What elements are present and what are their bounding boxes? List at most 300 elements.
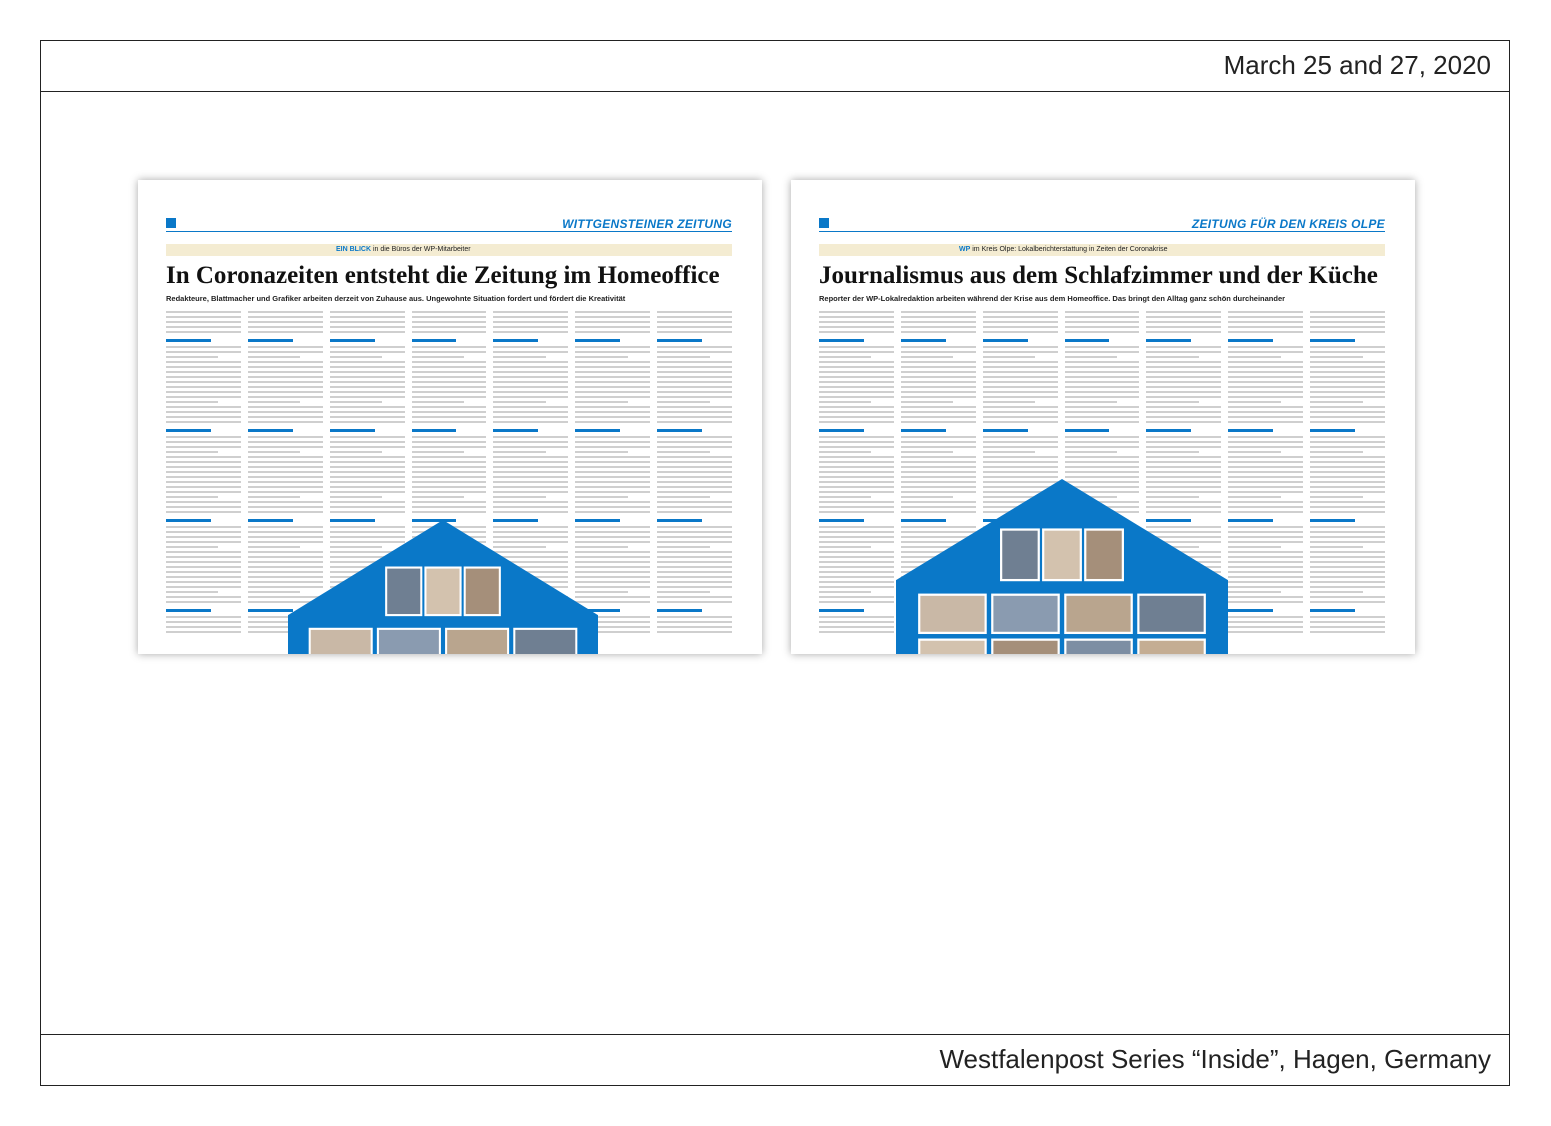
- text-line: [1310, 446, 1385, 448]
- text-line: [901, 421, 976, 423]
- text-line: [166, 346, 241, 348]
- text-line: [248, 446, 323, 448]
- text-line: [657, 506, 732, 508]
- text-line: [412, 351, 487, 353]
- text-line: [248, 406, 323, 408]
- text-line: [166, 401, 218, 403]
- text-line: [901, 446, 976, 448]
- text-line: [166, 626, 241, 628]
- text-line: [1310, 331, 1385, 333]
- staff-photo: [919, 640, 985, 654]
- text-line: [330, 351, 405, 353]
- text-line: [1146, 381, 1221, 383]
- text-line: [166, 561, 241, 563]
- text-line: [1310, 356, 1362, 358]
- text-line: [493, 346, 568, 348]
- text-line: [330, 446, 405, 448]
- text-line: [819, 411, 894, 413]
- text-line: [1310, 511, 1385, 513]
- text-line: [575, 386, 650, 388]
- text-line: [819, 531, 894, 533]
- text-line: [248, 366, 323, 368]
- text-line: [1310, 506, 1385, 508]
- text-line: [248, 441, 323, 443]
- subhead-mark: [493, 429, 538, 432]
- text-line: [166, 546, 218, 548]
- text-line: [248, 396, 323, 398]
- text-line: [1146, 411, 1221, 413]
- text-line: [166, 481, 241, 483]
- text-line: [412, 361, 487, 363]
- subhead-mark: [901, 429, 946, 432]
- text-line: [412, 381, 487, 383]
- text-line: [1310, 536, 1385, 538]
- text-line: [819, 501, 894, 503]
- text-line: [901, 326, 976, 328]
- text-line: [330, 376, 405, 378]
- text-line: [1065, 326, 1140, 328]
- text-line: [657, 376, 732, 378]
- text-line: [166, 501, 241, 503]
- text-line: [1310, 436, 1385, 438]
- subhead-mark: [901, 339, 946, 342]
- masthead: WITTGENSTEINER ZEITUNG: [562, 217, 732, 231]
- text-line: [575, 321, 650, 323]
- headline: In Coronazeiten entsteht die Zeitung im Homeoffice: [166, 262, 720, 289]
- text-line: [412, 371, 487, 373]
- text-line: [493, 501, 568, 503]
- text-line: [330, 316, 405, 318]
- text-line: [1310, 481, 1385, 483]
- text-line: [1065, 466, 1140, 468]
- text-line: [1228, 326, 1303, 328]
- text-line: [248, 321, 323, 323]
- text-line: [1310, 551, 1385, 553]
- text-line: [819, 311, 894, 313]
- text-line: [575, 436, 650, 438]
- text-line: [412, 416, 487, 418]
- text-line: [1065, 361, 1140, 363]
- text-line: [1228, 481, 1303, 483]
- text-line: [1310, 316, 1385, 318]
- text-line: [1310, 371, 1385, 373]
- text-line: [493, 396, 568, 398]
- subline: Reporter der WP-Lokalredaktion arbeiten während der Krise aus dem Homeoffice. Das bringt den Alltag ganz schön durcheinander: [819, 294, 1286, 303]
- text-line: [412, 466, 487, 468]
- text-line: [1310, 416, 1385, 418]
- text-line: [248, 331, 323, 333]
- text-line: [819, 371, 894, 373]
- text-line: [1146, 436, 1221, 438]
- text-line: [983, 371, 1058, 373]
- text-line: [493, 356, 545, 358]
- text-line: [657, 541, 732, 543]
- text-line: [493, 436, 568, 438]
- text-line: [1065, 406, 1140, 408]
- text-line: [1065, 356, 1117, 358]
- text-line: [248, 411, 323, 413]
- text-line: [166, 621, 241, 623]
- text-line: [330, 476, 405, 478]
- text-line: [1310, 531, 1385, 533]
- text-line: [412, 451, 464, 453]
- text-line: [1310, 491, 1385, 493]
- text-line: [1228, 496, 1280, 498]
- text-line: [1310, 626, 1385, 628]
- text-line: [248, 326, 323, 328]
- text-line: [166, 411, 241, 413]
- text-line: [1146, 316, 1221, 318]
- text-line: [1065, 321, 1140, 323]
- subhead-mark: [819, 339, 864, 342]
- text-line: [1065, 456, 1140, 458]
- text-line: [1228, 551, 1303, 553]
- text-line: [493, 491, 568, 493]
- text-line: [412, 441, 487, 443]
- text-line: [657, 601, 732, 603]
- text-line: [330, 391, 405, 393]
- text-line: [657, 546, 709, 548]
- staff-photo: [1085, 530, 1123, 581]
- text-line: [657, 471, 732, 473]
- text-line: [330, 311, 405, 313]
- text-line: [248, 486, 323, 488]
- text-line: [493, 366, 568, 368]
- text-line: [1310, 621, 1385, 623]
- text-line: [1310, 461, 1385, 463]
- text-line: [983, 391, 1058, 393]
- staff-photo: [378, 629, 440, 654]
- text-line: [1146, 446, 1221, 448]
- text-line: [1146, 376, 1221, 378]
- text-line: [575, 401, 627, 403]
- text-line: [330, 346, 405, 348]
- text-line: [575, 406, 650, 408]
- column: [1228, 308, 1303, 634]
- text-line: [819, 461, 894, 463]
- text-line: [166, 586, 241, 588]
- text-line: [901, 331, 976, 333]
- text-line: [1146, 471, 1221, 473]
- text-line: [1065, 451, 1117, 453]
- masthead-rule: [819, 231, 1385, 232]
- text-line: [1146, 331, 1221, 333]
- text-line: [248, 481, 323, 483]
- subhead-mark: [1065, 429, 1110, 432]
- text-line: [983, 401, 1035, 403]
- text-line: [1065, 441, 1140, 443]
- text-line: [248, 371, 323, 373]
- text-line: [412, 501, 487, 503]
- text-line: [1228, 316, 1303, 318]
- text-line: [493, 386, 568, 388]
- text-line: [412, 496, 464, 498]
- text-line: [493, 321, 568, 323]
- text-line: [412, 461, 487, 463]
- text-line: [983, 331, 1058, 333]
- text-line: [1310, 456, 1385, 458]
- text-line: [1228, 501, 1303, 503]
- text-line: [983, 406, 1058, 408]
- text-line: [493, 406, 568, 408]
- staff-photo: [1065, 640, 1131, 654]
- text-line: [412, 321, 487, 323]
- text-line: [657, 331, 732, 333]
- text-line: [819, 506, 894, 508]
- text-line: [412, 491, 487, 493]
- text-line: [493, 476, 568, 478]
- text-line: [1065, 371, 1140, 373]
- text-line: [1310, 496, 1362, 498]
- staff-photo: [919, 595, 985, 633]
- text-line: [493, 471, 568, 473]
- text-line: [1065, 351, 1140, 353]
- text-line: [166, 361, 241, 363]
- text-line: [575, 471, 650, 473]
- text-line: [575, 466, 650, 468]
- text-line: [166, 476, 241, 478]
- text-line: [166, 526, 241, 528]
- text-line: [1228, 321, 1303, 323]
- subhead-mark: [657, 519, 702, 522]
- text-line: [248, 461, 323, 463]
- text-line: [166, 461, 241, 463]
- text-line: [657, 326, 732, 328]
- text-line: [575, 331, 650, 333]
- text-line: [1065, 471, 1140, 473]
- text-line: [248, 421, 323, 423]
- text-line: [575, 416, 650, 418]
- text-line: [1310, 591, 1362, 593]
- text-line: [575, 451, 627, 453]
- text-line: [412, 396, 487, 398]
- text-line: [166, 556, 241, 558]
- text-line: [901, 386, 976, 388]
- text-line: [493, 391, 568, 393]
- text-line: [819, 346, 894, 348]
- text-line: [1228, 451, 1280, 453]
- subhead-mark: [330, 339, 375, 342]
- text-line: [819, 441, 894, 443]
- text-line: [901, 471, 976, 473]
- text-line: [983, 446, 1058, 448]
- text-line: [248, 511, 323, 513]
- text-line: [166, 536, 241, 538]
- text-line: [575, 456, 650, 458]
- subhead-mark: [1146, 429, 1191, 432]
- text-line: [819, 536, 894, 538]
- kicker-text: im Kreis Olpe: Lokalberichterstattung in Zeiten der Coronakrise: [972, 246, 1168, 253]
- text-line: [1228, 411, 1303, 413]
- text-line: [657, 451, 709, 453]
- text-line: [412, 456, 487, 458]
- text-line: [1228, 536, 1303, 538]
- text-line: [248, 311, 323, 313]
- text-line: [1310, 451, 1362, 453]
- text-line: [983, 361, 1058, 363]
- subhead-mark: [412, 339, 457, 342]
- text-line: [1310, 476, 1385, 478]
- text-line: [657, 381, 732, 383]
- text-line: [657, 501, 732, 503]
- text-line: [1228, 436, 1303, 438]
- text-line: [657, 476, 732, 478]
- text-line: [819, 451, 871, 453]
- staff-photo: [465, 568, 500, 616]
- text-line: [1228, 616, 1303, 618]
- text-line: [412, 391, 487, 393]
- text-line: [1310, 411, 1385, 413]
- text-line: [1310, 311, 1385, 313]
- text-line: [983, 476, 1058, 478]
- text-line: [1310, 466, 1385, 468]
- subhead-mark: [1310, 519, 1355, 522]
- text-line: [1146, 406, 1221, 408]
- staff-photo: [310, 629, 372, 654]
- text-line: [1310, 366, 1385, 368]
- text-line: [166, 421, 241, 423]
- text-line: [901, 361, 976, 363]
- text-line: [330, 411, 405, 413]
- text-line: [166, 316, 241, 318]
- text-line: [575, 361, 650, 363]
- text-line: [493, 351, 568, 353]
- text-line: [166, 591, 218, 593]
- text-line: [1310, 581, 1385, 583]
- staff-photo: [992, 640, 1058, 654]
- subhead-mark: [166, 519, 211, 522]
- text-line: [1228, 586, 1303, 588]
- subhead-mark: [657, 609, 702, 612]
- text-line: [493, 506, 568, 508]
- text-line: [330, 481, 405, 483]
- subhead-mark: [575, 339, 620, 342]
- text-line: [493, 361, 568, 363]
- text-line: [657, 531, 732, 533]
- text-line: [1065, 461, 1140, 463]
- text-line: [657, 456, 732, 458]
- text-line: [1228, 356, 1280, 358]
- text-line: [412, 411, 487, 413]
- text-line: [330, 396, 405, 398]
- text-line: [1146, 416, 1221, 418]
- text-line: [819, 436, 894, 438]
- text-line: [330, 486, 405, 488]
- newspaper-spread: [41, 92, 1509, 1036]
- staff-photo: [514, 629, 576, 654]
- subhead-mark: [983, 339, 1028, 342]
- subline: Redakteure, Blattmacher und Grafiker arbeiten derzeit von Zuhause aus. Ungewohnte Situation fordert und fördert die Kreativität: [166, 294, 626, 303]
- text-line: [166, 376, 241, 378]
- text-line: [1310, 556, 1385, 558]
- text-line: [657, 491, 732, 493]
- text-line: [412, 421, 487, 423]
- text-line: [983, 411, 1058, 413]
- text-line: [819, 386, 894, 388]
- text-line: [166, 486, 241, 488]
- text-line: [1310, 381, 1385, 383]
- subhead-mark: [1146, 339, 1191, 342]
- text-line: [983, 366, 1058, 368]
- subhead-mark: [248, 339, 293, 342]
- text-line: [575, 511, 650, 513]
- text-line: [1146, 361, 1221, 363]
- text-line: [330, 471, 405, 473]
- text-line: [248, 351, 323, 353]
- text-line: [1146, 466, 1221, 468]
- text-line: [1146, 396, 1221, 398]
- staff-photo: [1065, 595, 1131, 633]
- text-line: [330, 321, 405, 323]
- text-line: [819, 421, 894, 423]
- text-line: [983, 441, 1058, 443]
- text-line: [819, 631, 894, 633]
- text-line: [166, 566, 241, 568]
- text-line: [1228, 601, 1303, 603]
- text-line: [412, 326, 487, 328]
- text-line: [1228, 416, 1303, 418]
- subhead-mark: [1228, 519, 1273, 522]
- text-line: [1228, 561, 1303, 563]
- text-line: [248, 401, 300, 403]
- text-line: [1146, 476, 1221, 478]
- text-line: [166, 416, 241, 418]
- wp-logo-icon: [819, 218, 829, 228]
- text-line: [901, 366, 976, 368]
- text-line: [330, 386, 405, 388]
- text-line: [575, 446, 650, 448]
- text-line: [819, 401, 871, 403]
- kicker-label: EIN BLICK: [336, 246, 371, 253]
- text-line: [330, 501, 405, 503]
- text-line: [657, 416, 732, 418]
- text-line: [1228, 546, 1280, 548]
- subhead-mark: [166, 429, 211, 432]
- text-line: [657, 631, 732, 633]
- text-line: [493, 371, 568, 373]
- text-line: [657, 566, 732, 568]
- text-line: [412, 316, 487, 318]
- staff-photo: [1043, 530, 1081, 581]
- date-label: March 25 and 27, 2020: [1223, 50, 1491, 80]
- text-line: [1065, 381, 1140, 383]
- text-line: [330, 451, 382, 453]
- text-line: [1228, 581, 1303, 583]
- text-line: [1228, 386, 1303, 388]
- presentation-frame: [40, 40, 1510, 1086]
- text-line: [657, 311, 732, 313]
- text-line: [248, 466, 323, 468]
- text-line: [819, 561, 894, 563]
- text-line: [575, 396, 650, 398]
- text-line: [1310, 401, 1362, 403]
- text-line: [248, 436, 323, 438]
- text-line: [657, 576, 732, 578]
- text-line: [166, 631, 241, 633]
- text-line: [983, 321, 1058, 323]
- text-line: [1310, 361, 1385, 363]
- text-line: [1228, 596, 1303, 598]
- text-line: [1310, 561, 1385, 563]
- text-line: [166, 596, 241, 598]
- text-line: [1310, 586, 1385, 588]
- text-line: [901, 371, 976, 373]
- text-line: [901, 316, 976, 318]
- text-line: [1146, 456, 1221, 458]
- text-line: [657, 481, 732, 483]
- masthead: ZEITUNG FÜR DEN KREIS OLPE: [1191, 217, 1385, 231]
- text-line: [983, 311, 1058, 313]
